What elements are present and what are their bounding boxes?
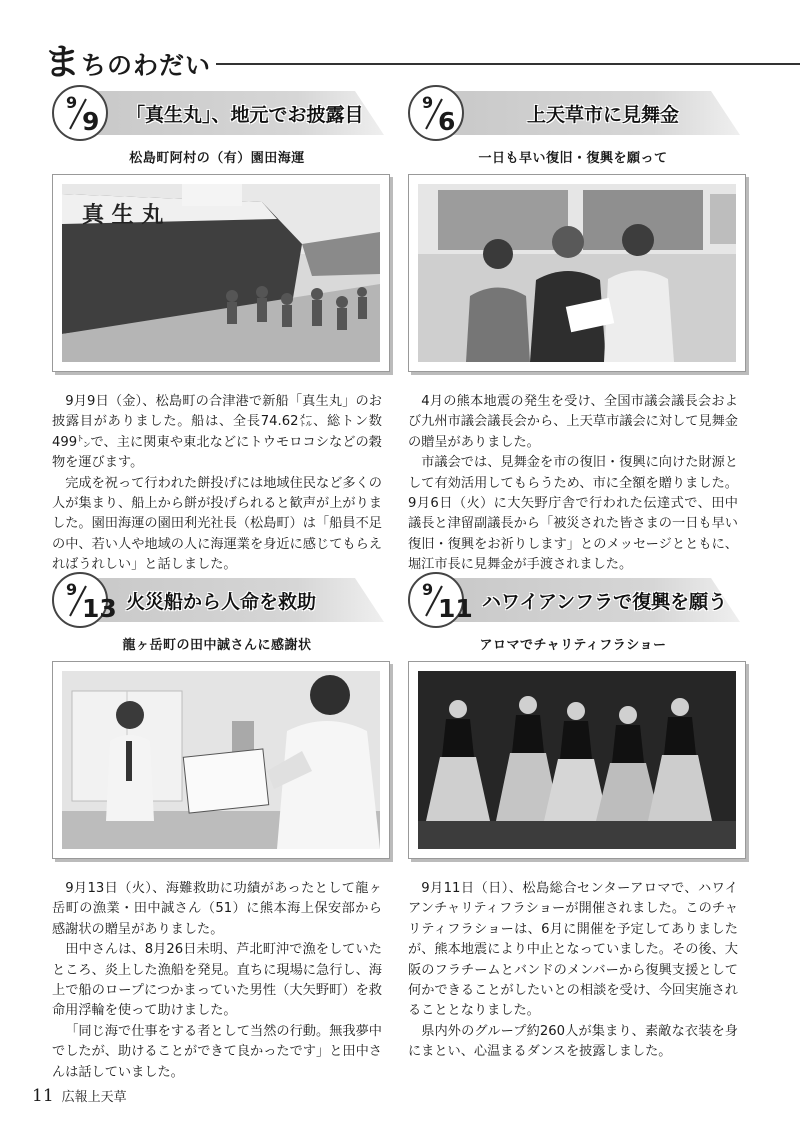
body-paragraph: 「同じ海で仕事をする者として当然の行動。無我夢中でしたが、助けることができて良かったです」と田中さんは話していました。 (52, 1023, 382, 1080)
article-title: 上天草市に見舞金 (526, 104, 679, 126)
article-hula-show (408, 572, 738, 1063)
body-paragraph: 4月の熊本地震の発生を受け、全国市議会議長会および九州市議会議長会から、上天草市議会に対して見舞金の贈呈がありました。 (408, 394, 738, 450)
body-paragraph: 田中さんは、8月26日未明、芦北町沖で漁をしていたところ、炎上した漁船を発見。直ちに現場に急行し、海上で船のロープにつかまっていた男性（大矢野町）を救命用浮輪を使って助けました。 (52, 942, 382, 1019)
date-month: 9 (66, 93, 78, 112)
ship-photo (62, 184, 380, 362)
article-title-bar (52, 85, 382, 143)
article-subtitle: 松島町阿村の（有）園田海運 (129, 151, 305, 166)
date-month: 9 (422, 93, 434, 112)
date-month: 9 (66, 580, 78, 599)
date-month: 9 (422, 580, 434, 599)
date-day: 13 (82, 594, 117, 623)
date-badge (52, 572, 117, 628)
photo-frame (52, 174, 390, 372)
date-day: 6 (438, 107, 456, 136)
hula-photo (418, 671, 736, 849)
photo-frame (52, 661, 390, 859)
relief-photo-illustration (418, 184, 736, 362)
award-photo-illustration (62, 671, 380, 849)
article-title-bar (52, 572, 382, 630)
article-subtitle: アロマでチャリティフラショー (479, 638, 667, 653)
article-body (408, 879, 738, 1063)
body-paragraph: 完成を祝って行われた餅投げには地域住民など多くの人が集まり、船上から餅が投げられると歓声が上がりました。園田海運の園田利光社長（松島町）は「船員不足の中、若い人や地域の人に海運業を身近に感じてもらえればうれしい」と話しました。 (52, 475, 382, 573)
date-badge (408, 85, 464, 141)
article-relief-money (408, 85, 738, 576)
section-title (44, 34, 211, 85)
article-title-bar (408, 85, 738, 143)
article-title-bar (408, 572, 738, 630)
date-badge (408, 572, 473, 628)
article-subtitle: 一日も早い復旧・復興を願って (478, 151, 668, 166)
body-paragraph: 9月11日（日）、松島総合センターアロマで、ハワイアンチャリティフラショーが開催されました。このチャリティフラショーは、6月に開催を予定してありましたが、熊本地震により中止となっていました。その後、大阪のフラチームとバンドのメンバーから復興支援として何かできることがしたいとの相談を受け、今回実施されることとなりました。 (408, 881, 738, 1019)
hula-photo-illustration (418, 671, 736, 849)
body-paragraph: 9月9日（金）、松島町の合津港で新船「真生丸」のお披露目がありました。船は、全長74.62㍍、総トン数499㌧で、主に関東や東北などにトウモロコシなどの穀物を運びます。 (52, 394, 382, 471)
article-rescue-award (52, 572, 382, 1083)
ship-name-text: 真 生 丸 (82, 202, 164, 228)
relief-photo (418, 184, 736, 362)
section-title-big: ま (44, 42, 82, 83)
photo-frame (408, 174, 746, 372)
photo-frame (408, 661, 746, 859)
body-paragraph: 市議会では、見舞金を市の復旧・復興に向けた財源として有効活用してもらうため、市に全額を贈りました。9月6日（火）に大矢野庁舎で行われた伝達式で、田中議長と津留副議長から「被災された皆さまの一日も早い復旧・復興をお祈りします」とのメッセージとともに、堀江市長に見舞金が手渡されました。 (408, 455, 738, 573)
article-body (408, 392, 738, 576)
article-body (52, 392, 382, 576)
page-footer (32, 1086, 127, 1106)
article-subtitle: 龍ヶ岳町の田中誠さんに感謝状 (122, 638, 312, 653)
article-title: ハワイアンフラで復興を願う (482, 591, 728, 613)
ship-photo-illustration (62, 184, 380, 362)
body-paragraph: 県内外のグループ約260人が集まり、素敵な衣装を身にまとい、心温まるダンスを披露しました。 (408, 1023, 738, 1060)
body-paragraph: 9月13日（火）、海難救助に功績があったとして龍ヶ岳町の漁業・田中誠さん（51）に熊本海上保安部から感謝状の贈呈がありました。 (52, 881, 382, 937)
page-number: 11 (32, 1086, 54, 1106)
date-day: 9 (82, 107, 100, 136)
section-header (44, 30, 800, 83)
article-ship-unveiling (52, 85, 382, 576)
publication-name: 広報上天草 (61, 1090, 127, 1105)
article-title: 火災船から人命を救助 (126, 591, 317, 613)
date-badge (52, 85, 108, 141)
section-title-small: ちのわだい (81, 51, 212, 80)
award-photo (62, 671, 380, 849)
article-body (52, 879, 382, 1083)
date-day: 11 (438, 594, 473, 623)
header-rule (216, 63, 800, 65)
article-title: 「真生丸」、地元でお披露目 (126, 104, 364, 126)
